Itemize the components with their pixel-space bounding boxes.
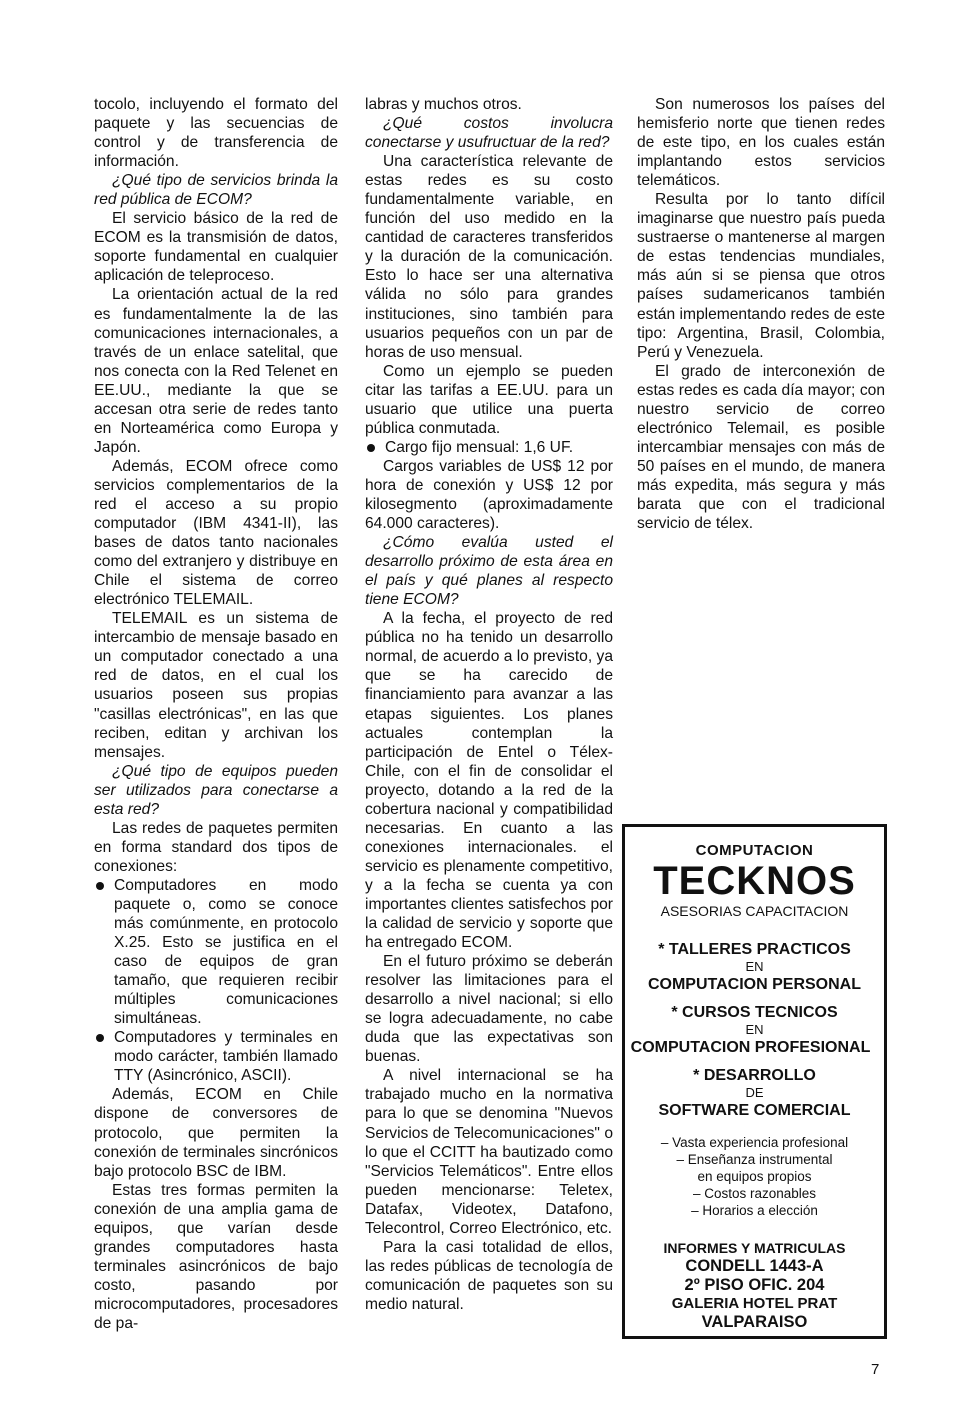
- page-number: 7: [871, 1361, 880, 1378]
- ad-service-subtitle: COMPUTACION PROFESIONAL: [630, 1039, 871, 1056]
- ad-feature: – Enseñanza instrumental: [676, 1152, 833, 1167]
- ad-top-line: COMPUTACION: [695, 842, 814, 859]
- ad-subtitle: ASESORIAS CAPACITACION: [660, 903, 849, 919]
- bullet-item: Cargo fijo mensual: 1,6 UF.: [365, 438, 613, 457]
- ad-feature: – Vasta experiencia profesional: [660, 1135, 849, 1150]
- paragraph: El servicio básico de la red de ECOM es la transmisión de datos, soporte fundamental en cualquier aplicación de teleproceso.: [94, 210, 338, 285]
- ad-contact-address: CONDELL 1443-A: [685, 1257, 824, 1275]
- ad-brand-name: TECKNOS: [653, 859, 856, 903]
- paragraph: En el futuro próximo se deberán resolver las limitaciones para el desarrollo a nivel nacional; si ello se logra adecuadamente, no cabe duda que las expectativas son buenas.: [365, 953, 613, 1066]
- paragraph: A la fecha, el proyecto de red pública no ha tenido un desarrollo normal, de acuerdo a lo previsto, ya que se ha carecido de financiamiento para avanzar a las etapas siguientes. Los planes actuales contemplan la participación de Entel o Télex-Chile, con el fin de consolidar el proyecto, dotando a la red de la cobertura nacional y compatibilidad necesarias. En cuanto a las conexiones internacionales. el servicio es plenamente competitivo, y a la fecha se cuenta ya con importantes clientes satisfechos por la calidad de servicio y soporte que ha entregado ECOM.: [365, 610, 613, 952]
- ad-service-subtitle: SOFTWARE COMERCIAL: [658, 1102, 851, 1119]
- bullet-list: [365, 438, 613, 457]
- interview-question: ¿Qué tipo de servicios brinda la red pública de ECOM?: [94, 172, 338, 209]
- paragraph: Resulta por lo tanto difícil imaginarse que nuestro país pueda sustraerse o mantenerse al margen de estas tendencias mundiales, más aún si se piensa que otros países sudamericanos también están implementando redes de este tipo: Argentina, Brasil, Colombia, Perú y Venezuela.: [637, 191, 885, 361]
- paragraph: A nivel internacional se ha trabajado mucho en la normativa para lo que se denomina "Nuevos Servicios de Telecomunicaciones" o lo que el CCITT ha bautizado como "Servicios Telemáticos". Entre ellos pueden mencionarse: Teletex, Datafax, Videotex, Datafono, Telecontrol, Correo Electrónico, etc.: [365, 1067, 613, 1237]
- paragraph: Además, ECOM en Chile dispone de conversores de protocolo, que permiten la conexión de terminales sincrónicos bajo protocolo BSC de IBM.: [94, 1086, 338, 1180]
- paragraph: Las redes de paquetes permiten en forma standard dos tipos de conexiones:: [94, 819, 338, 875]
- paragraph: Para la casi totalidad de ellos, las redes públicas de tecnología de comunicación de paquetes son su medio natural.: [365, 1238, 613, 1313]
- interview-question: ¿Qué costos involucra conectarse y usufructuar de la red?: [365, 115, 613, 152]
- ad-connector: EN: [745, 959, 764, 974]
- paragraph: Son numerosos los países del hemisferio norte que tienen redes de este tipo, en los cuales están implantando estos servicios telemáticos.: [637, 96, 885, 190]
- paragraph: Estas tres formas permiten la conexión de una amplia gama de equipos, que varían desde grandes computadores hasta terminales asincrónicos de bajo costo, pasando por microcomputadores, procesadores de pa-: [94, 1181, 338, 1332]
- ad-connector: DE: [745, 1085, 764, 1100]
- ad-contact-floor: 2º PISO OFIC. 204: [684, 1276, 825, 1294]
- ad-contact-city: VALPARAISO: [701, 1313, 808, 1331]
- paragraph: Como un ejemplo se pueden citar las tarifas a EE.UU. para un usuario que utilice una puerta pública conmutada.: [365, 362, 613, 437]
- ad-service-title: * CURSOS TECNICOS: [671, 1004, 838, 1021]
- paragraph: TELEMAIL es un sistema de intercambio de mensaje basado en un computador conectado a una red de datos, en el cual los usuarios poseen sus propias "casillas electrónicas", en las que reciben, editan y archivan los mensajes.: [94, 610, 338, 761]
- advertisement-box: [622, 824, 887, 1339]
- article-column-3: [637, 95, 885, 533]
- paragraph: Cargos variables de US$ 12 por hora de conexión y US$ 12 por kilosegmento (aproximadamente 64.000 caracteres).: [365, 457, 613, 533]
- ad-feature: – Costos razonables: [692, 1186, 817, 1201]
- bullet-item: Computadores y terminales en modo carácter, también llamado TTY (Asincrónico, ASCII).: [94, 1028, 338, 1085]
- paragraph: labras y muchos otros.: [365, 96, 522, 113]
- paragraph: Una característica relevante de estas redes es su costo fundamentalmente variable, en función del uso medido en la cantidad de caracteres transferidos y la duración de la comunicación. Esto lo hace ser una alternativa válida no sólo para grandes instituciones, sino también para usuarios pequeños con un par de horas de uso mensual.: [365, 153, 613, 361]
- paragraph: tocolo, incluyendo el formato del paquete y las secuencias de control y de transferencia de información.: [94, 96, 338, 171]
- ad-contact-building: GALERIA HOTEL PRAT: [671, 1295, 838, 1312]
- ad-connector: EN: [745, 1022, 764, 1037]
- paragraph: La orientación actual de la red es fundamentalmente la de las comunicaciones internacionales, a través de un enlace satelital, que nos conecta con la Red Telenet en EE.UU., mediante la que se accesan otra serie de redes tanto en Norteamérica como Europa y Japón.: [94, 286, 338, 456]
- ad-service-title: * DESARROLLO: [693, 1067, 816, 1084]
- ad-feature: – Horarios a elección: [691, 1203, 818, 1218]
- ad-service-title: * TALLERES PRACTICOS: [658, 941, 851, 958]
- article-column-2: [365, 95, 613, 1314]
- paragraph: El grado de interconexión de estas redes es cada día mayor; con nuestro servicio de correo electrónico Telemail, es posible intercambiar mensajes con más de 50 países en el mundo, de manera más expedita, más segura y más barata que con el tradicional servicio de télex.: [637, 362, 885, 533]
- ad-feature: en equipos propios: [697, 1169, 812, 1184]
- paragraph: Además, ECOM ofrece como servicios complementarios de la red el acceso a su propio computador (IBM 4341-II), las bases de datos tanto nacionales como del extranjero y distribuye en Chile el sistema de correo electrónico TELEMAIL.: [94, 457, 338, 609]
- bullet-list: [94, 876, 338, 1086]
- ad-service-subtitle: COMPUTACION PERSONAL: [647, 976, 862, 993]
- interview-question: ¿Qué tipo de equipos pueden ser utilizados para conectarse a esta red?: [94, 762, 338, 818]
- article-column-1: [94, 95, 338, 1333]
- bullet-item: Computadores en modo paquete o, como se conoce más comúnmente, en protocolo X.25. Esto se justifica en el caso de equipos de gran tamaño, que requieren recibir múltiples comunicaciones simultáneas.: [94, 876, 338, 1028]
- interview-question: ¿Cómo evalúa usted el desarrollo próximo de esta área en el país y qué planes al respecto tiene ECOM?: [365, 534, 613, 609]
- ad-contact-heading: INFORMES Y MATRICULAS: [663, 1240, 846, 1256]
